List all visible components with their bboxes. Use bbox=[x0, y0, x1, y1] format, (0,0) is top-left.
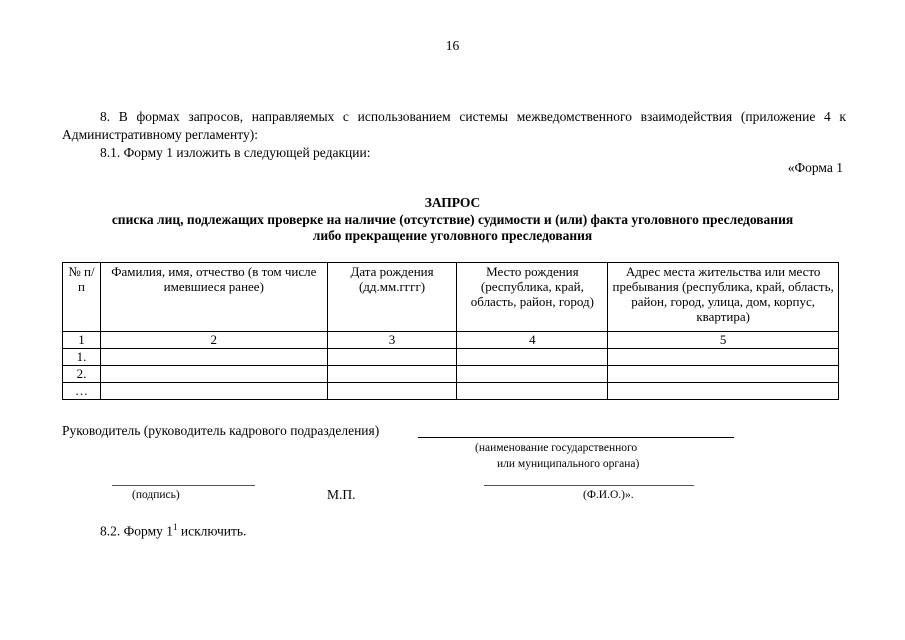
request-title: ЗАПРОС bbox=[424, 195, 481, 210]
column-number: 4 bbox=[457, 332, 608, 349]
table-cell bbox=[100, 349, 327, 366]
header-birthplace: Место рождения (республика, край, область, район, город) bbox=[457, 263, 608, 332]
table-cell bbox=[608, 366, 839, 383]
header-number: № п/п bbox=[63, 263, 101, 332]
stamp-label: М.П. bbox=[327, 487, 356, 502]
org-note-line2: или муниципального органа) bbox=[497, 458, 640, 470]
table-cell bbox=[457, 366, 608, 383]
header-address: Адрес места жительства или место пребывания (республика, край, область, район, город, улица, дом, корпус, квартира) bbox=[608, 263, 839, 332]
table-row bbox=[63, 349, 839, 366]
request-subtitle-line1: списка лиц, подлежащих проверке на наличие (отсутствие) судимости и (или) факта уголовного преследования bbox=[111, 212, 794, 227]
table-column-numbers bbox=[63, 332, 839, 349]
signature-label: (подпись) bbox=[132, 489, 180, 501]
paragraph-8: 8. В формах запросов, направляемых с использованием системы межведомственного взаимодействия (приложение 4 к Административному регламенту): bbox=[62, 109, 846, 142]
paragraph-8-2 bbox=[100, 522, 246, 540]
table-cell bbox=[100, 366, 327, 383]
table-cell bbox=[100, 383, 327, 400]
request-subtitle-line2: либо прекращение уголовного преследования bbox=[312, 228, 593, 243]
table-row bbox=[63, 383, 839, 400]
org-note-line1: (наименование государственного bbox=[475, 442, 638, 454]
table-cell bbox=[608, 349, 839, 366]
table-cell bbox=[327, 366, 457, 383]
paragraph-8-1: 8.1. Форму 1 изложить в следующей редакции: bbox=[100, 145, 371, 160]
header-fullname: Фамилия, имя, отчество (в том числе имевшиеся ранее) bbox=[100, 263, 327, 332]
row-number: … bbox=[63, 383, 101, 400]
table-cell bbox=[457, 349, 608, 366]
paragraph-8-2-prefix: 8.2. Форму 1 bbox=[100, 523, 174, 539]
column-number: 5 bbox=[608, 332, 839, 349]
fio-line bbox=[484, 485, 694, 486]
table-cell bbox=[327, 349, 457, 366]
header-birthdate: Дата рождения (дд.мм.гггг) bbox=[327, 263, 457, 332]
row-number: 2. bbox=[63, 366, 101, 383]
table-row bbox=[63, 366, 839, 383]
signature-line bbox=[112, 485, 255, 486]
superscript: 1 bbox=[173, 522, 178, 532]
column-number: 3 bbox=[327, 332, 457, 349]
org-name-line bbox=[418, 437, 734, 438]
paragraph-8-2-suffix: исключить. bbox=[177, 523, 247, 539]
fio-label: (Ф.И.О.)». bbox=[583, 489, 634, 501]
persons-table bbox=[62, 262, 839, 400]
table-cell bbox=[457, 383, 608, 400]
row-number: 1. bbox=[63, 349, 101, 366]
table-cell bbox=[608, 383, 839, 400]
column-number: 2 bbox=[100, 332, 327, 349]
head-label: Руководитель (руководитель кадрового подразделения) bbox=[62, 423, 380, 438]
column-number: 1 bbox=[63, 332, 101, 349]
form-label: «Форма 1 bbox=[787, 160, 843, 175]
table-header-row bbox=[63, 263, 839, 332]
page-number: 16 bbox=[445, 38, 460, 53]
table-cell bbox=[327, 383, 457, 400]
